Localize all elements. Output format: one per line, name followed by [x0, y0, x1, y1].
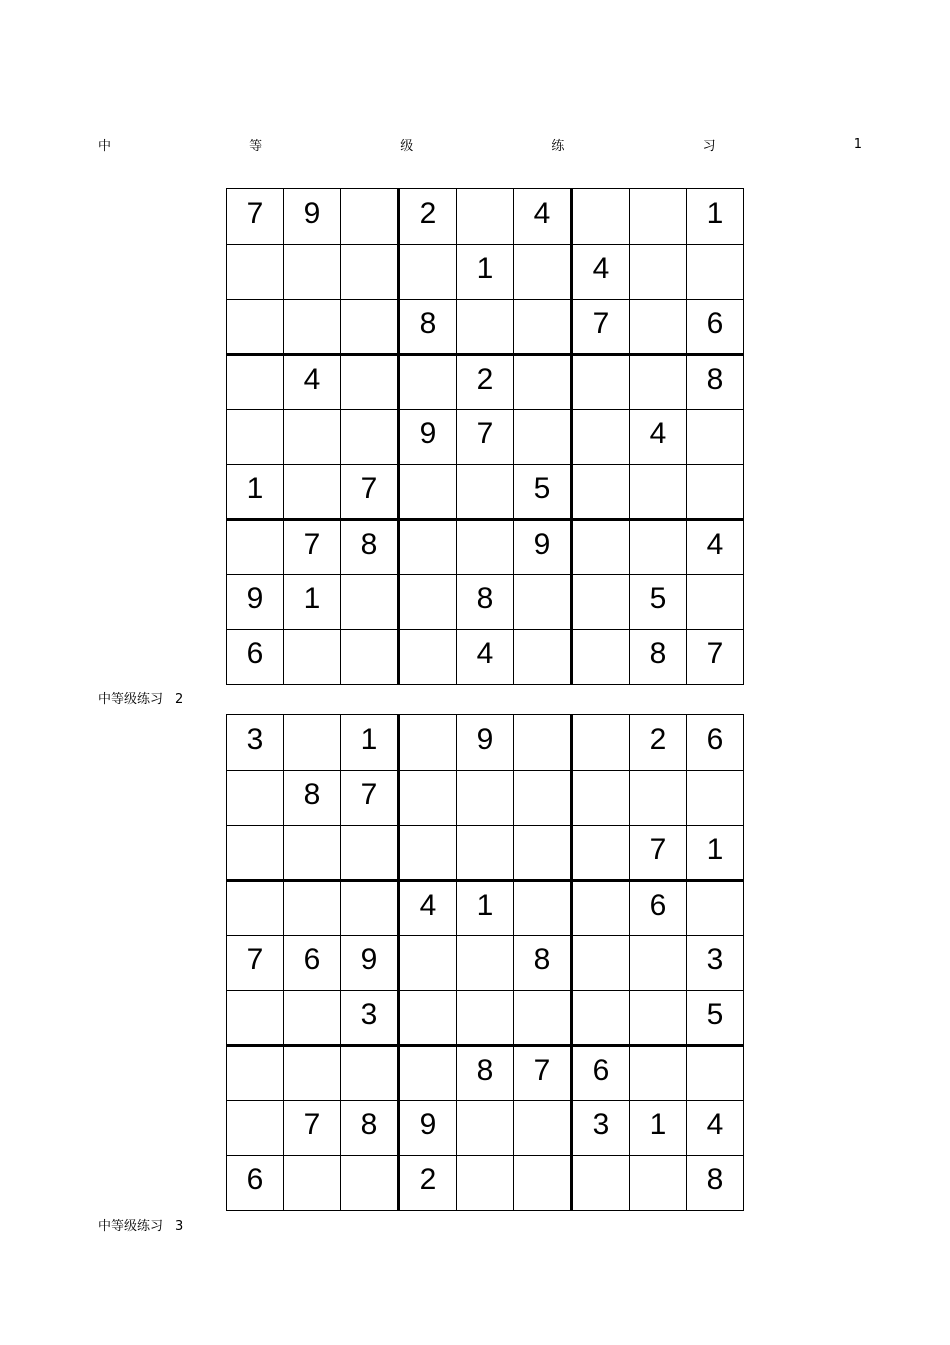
sudoku-cell: [572, 189, 630, 245]
grid-row: [227, 410, 744, 465]
sudoku-cell: [341, 575, 399, 630]
grid-row: [227, 1156, 744, 1211]
cell-digit: 6: [706, 722, 724, 756]
sudoku-cell: [514, 1046, 572, 1101]
cell-digit: 8: [533, 943, 551, 976]
cell-digit: 8: [706, 362, 724, 396]
sudoku-cell: [227, 575, 284, 630]
cell-digit: 4: [419, 888, 437, 922]
sudoku-cell: [284, 355, 341, 410]
sudoku-cell: [572, 575, 630, 630]
cell-digit: 9: [419, 417, 437, 450]
sudoku-cell: [514, 1101, 572, 1156]
cell-digit: 8: [706, 1163, 724, 1196]
heading-number: 3: [175, 1219, 184, 1234]
sudoku-cell: [284, 826, 341, 881]
sudoku-cell: [457, 991, 514, 1046]
sudoku-cell: [399, 1156, 457, 1211]
sudoku-cell: [514, 991, 572, 1046]
cell-digit: 2: [419, 196, 437, 230]
sudoku-cell: [687, 189, 744, 245]
sudoku-cell: [457, 1101, 514, 1156]
cell-digit: 5: [649, 582, 667, 615]
sudoku-cell: [457, 300, 514, 355]
sudoku-cell: [399, 881, 457, 936]
sudoku-cell: [687, 1101, 744, 1156]
grid-row: [227, 936, 744, 991]
sudoku-cell: [341, 1156, 399, 1211]
sudoku-cell: [687, 355, 744, 410]
cell-digit: 1: [706, 196, 724, 230]
cell-digit: 4: [649, 417, 667, 450]
cell-digit: 1: [649, 1108, 667, 1141]
sudoku-cell: [341, 991, 399, 1046]
sudoku-cell: [572, 520, 630, 575]
sudoku-cell: [572, 1101, 630, 1156]
sudoku-cell: [630, 826, 687, 881]
cell-digit: 9: [476, 722, 494, 756]
sudoku-cell: [514, 881, 572, 936]
sudoku-cell: [284, 300, 341, 355]
sudoku-cell: [341, 771, 399, 826]
sudoku-cell: [399, 1101, 457, 1156]
cell-digit: 7: [360, 471, 378, 505]
sudoku-cell: [457, 189, 514, 245]
sudoku-cell: [687, 715, 744, 771]
sudoku-cell: [687, 936, 744, 991]
grid-row: [227, 881, 744, 936]
sudoku-cell: [227, 1101, 284, 1156]
sudoku-cell: [227, 355, 284, 410]
sudoku-cell: [572, 771, 630, 826]
grid-row: [227, 1101, 744, 1156]
sudoku-cell: [514, 715, 572, 771]
sudoku-cell: [514, 189, 572, 245]
sudoku-cell: [687, 410, 744, 465]
cell-digit: 6: [246, 1163, 264, 1196]
sudoku-cell: [227, 465, 284, 520]
sudoku-cell: [399, 355, 457, 410]
sudoku-cell: [341, 410, 399, 465]
sudoku-cell: [341, 715, 399, 771]
heading-number: 2: [175, 692, 184, 707]
cell-digit: 1: [706, 832, 724, 866]
cell-digit: 7: [303, 1108, 321, 1141]
sudoku-cell: [399, 465, 457, 520]
sudoku-cell: [572, 245, 630, 300]
sudoku-cell: [399, 991, 457, 1046]
sudoku-cell: [341, 881, 399, 936]
sudoku-cell: [630, 245, 687, 300]
sudoku-cell: [284, 881, 341, 936]
sudoku-cell: [630, 575, 687, 630]
cell-digit: 8: [649, 637, 667, 670]
sudoku-cell: [514, 410, 572, 465]
sudoku-cell: [687, 1156, 744, 1211]
cell-digit: 9: [533, 527, 551, 561]
cell-digit: 3: [706, 943, 724, 976]
sudoku-cell: [227, 991, 284, 1046]
sudoku-cell: [687, 465, 744, 520]
grid-row: [227, 300, 744, 355]
sudoku-cell: [341, 355, 399, 410]
sudoku-cell: [630, 1101, 687, 1156]
sudoku-cell: [514, 465, 572, 520]
heading-label: 中等级练习: [98, 1219, 164, 1234]
cell-digit: 5: [706, 997, 724, 1031]
sudoku-cell: [687, 771, 744, 826]
grid-row: [227, 575, 744, 630]
sudoku-cell: [227, 189, 284, 245]
cell-digit: 8: [476, 1053, 494, 1087]
sudoku-grid-2: [226, 714, 744, 1211]
sudoku-cell: [687, 630, 744, 685]
sudoku-cell: [341, 826, 399, 881]
sudoku-cell: [457, 771, 514, 826]
sudoku-cell: [457, 826, 514, 881]
cell-digit: 4: [706, 527, 724, 561]
grid-row: [227, 355, 744, 410]
sudoku-cell: [399, 771, 457, 826]
sudoku-cell: [514, 826, 572, 881]
cell-digit: 6: [303, 943, 321, 976]
exercise-2-heading: [98, 691, 183, 709]
sudoku-cell: [572, 300, 630, 355]
cell-digit: 8: [419, 306, 437, 340]
sudoku-cell: [284, 245, 341, 300]
cell-digit: 4: [533, 196, 551, 230]
sudoku-cell: [399, 300, 457, 355]
sudoku-cell: [572, 1156, 630, 1211]
sudoku-cell: [457, 465, 514, 520]
sudoku-cell: [687, 991, 744, 1046]
cell-digit: 8: [360, 1108, 378, 1141]
sudoku-cell: [514, 520, 572, 575]
cell-digit: 7: [303, 527, 321, 561]
sudoku-cell: [284, 771, 341, 826]
sudoku-cell: [399, 826, 457, 881]
sudoku-cell: [227, 410, 284, 465]
cell-digit: 7: [246, 196, 264, 230]
cell-digit: 1: [246, 471, 264, 505]
grid-row: [227, 991, 744, 1046]
cell-digit: 1: [360, 722, 378, 756]
sudoku-cell: [457, 245, 514, 300]
sudoku-cell: [227, 630, 284, 685]
sudoku-cell: [284, 715, 341, 771]
sudoku-cell: [514, 771, 572, 826]
sudoku-cell: [457, 355, 514, 410]
sudoku-cell: [341, 465, 399, 520]
sudoku-cell: [572, 826, 630, 881]
sudoku-cell: [284, 991, 341, 1046]
sudoku-cell: [457, 410, 514, 465]
cell-digit: 9: [303, 196, 321, 230]
sudoku-cell: [457, 881, 514, 936]
sudoku-cell: [457, 520, 514, 575]
sudoku-cell: [284, 1156, 341, 1211]
cell-digit: 2: [476, 362, 494, 396]
cell-digit: 6: [592, 1053, 610, 1087]
sudoku-cell: [284, 465, 341, 520]
sudoku-cell: [284, 520, 341, 575]
sudoku-cell: [630, 300, 687, 355]
sudoku-cell: [514, 355, 572, 410]
sudoku-cell: [341, 300, 399, 355]
sudoku-cell: [630, 410, 687, 465]
sudoku-cell: [630, 881, 687, 936]
heading-char: 练: [551, 138, 565, 154]
sudoku-cell: [687, 826, 744, 881]
sudoku-cell: [227, 245, 284, 300]
sudoku-cell: [514, 1156, 572, 1211]
cell-digit: 3: [246, 722, 264, 756]
cell-digit: 6: [246, 637, 264, 670]
sudoku-cell: [457, 1046, 514, 1101]
sudoku-cell: [630, 715, 687, 771]
sudoku-cell: [630, 1046, 687, 1101]
sudoku-cell: [457, 630, 514, 685]
heading-number: 1: [853, 136, 862, 152]
sudoku-cell: [630, 1156, 687, 1211]
sudoku-cell: [687, 1046, 744, 1101]
cell-digit: 2: [649, 722, 667, 756]
cell-digit: 9: [246, 582, 264, 615]
sudoku-cell: [630, 465, 687, 520]
exercise-3-heading: [98, 1218, 183, 1236]
cell-digit: 7: [533, 1053, 551, 1087]
sudoku-cell: [341, 1046, 399, 1101]
grid-row: [227, 520, 744, 575]
cell-digit: 1: [476, 888, 494, 922]
sudoku-cell: [572, 630, 630, 685]
sudoku-cell: [687, 520, 744, 575]
sudoku-cell: [227, 300, 284, 355]
sudoku-cell: [341, 189, 399, 245]
sudoku-cell: [227, 520, 284, 575]
cell-digit: 5: [533, 471, 551, 505]
grid-row: [227, 826, 744, 881]
cell-digit: 2: [419, 1163, 437, 1196]
sudoku-cell: [514, 575, 572, 630]
cell-digit: 9: [419, 1108, 437, 1141]
cell-digit: 8: [476, 582, 494, 615]
heading-char: 等: [249, 138, 263, 154]
cell-digit: 4: [476, 637, 494, 670]
sudoku-cell: [457, 575, 514, 630]
sudoku-cell: [227, 936, 284, 991]
grid-row: [227, 771, 744, 826]
cell-digit: 6: [706, 306, 724, 340]
sudoku-cell: [457, 715, 514, 771]
cell-digit: 4: [592, 252, 610, 285]
sudoku-cell: [572, 715, 630, 771]
sudoku-cell: [630, 771, 687, 826]
heading-char: 级: [400, 138, 414, 154]
cell-digit: 3: [360, 997, 378, 1031]
cell-digit: 1: [476, 252, 494, 285]
grid-row: [227, 1046, 744, 1101]
sudoku-cell: [630, 936, 687, 991]
sudoku-cell: [399, 245, 457, 300]
heading-char: 习: [702, 138, 716, 154]
sudoku-cell: [341, 630, 399, 685]
sudoku-cell: [399, 936, 457, 991]
sudoku-cell: [630, 630, 687, 685]
sudoku-cell: [284, 575, 341, 630]
cell-digit: 7: [246, 943, 264, 976]
cell-digit: 7: [649, 832, 667, 866]
sudoku-cell: [687, 881, 744, 936]
grid-row: [227, 465, 744, 520]
cell-digit: 9: [360, 943, 378, 976]
sudoku-cell: [514, 300, 572, 355]
sudoku-cell: [630, 991, 687, 1046]
sudoku-cell: [687, 300, 744, 355]
sudoku-cell: [284, 1101, 341, 1156]
sudoku-cell: [572, 991, 630, 1046]
grid-row: [227, 189, 744, 245]
sudoku-cell: [572, 410, 630, 465]
sudoku-cell: [572, 355, 630, 410]
heading-label: 中等级练习: [98, 692, 164, 707]
sudoku-grid-1: [226, 188, 744, 685]
sudoku-cell: [457, 936, 514, 991]
sudoku-cell: [341, 936, 399, 991]
sudoku-cell: [227, 715, 284, 771]
sudoku-cell: [284, 1046, 341, 1101]
sudoku-cell: [399, 715, 457, 771]
sudoku-cell: [630, 355, 687, 410]
heading-char: 中: [98, 138, 112, 154]
sudoku-cell: [227, 1046, 284, 1101]
sudoku-cell: [399, 189, 457, 245]
sudoku-cell: [341, 520, 399, 575]
sudoku-cell: [572, 936, 630, 991]
sudoku-cell: [227, 881, 284, 936]
cell-digit: 8: [360, 527, 378, 561]
sudoku-cell: [341, 245, 399, 300]
cell-digit: 6: [649, 888, 667, 922]
cell-digit: 4: [303, 362, 321, 396]
grid-row: [227, 245, 744, 300]
sudoku-cell: [399, 520, 457, 575]
cell-digit: 3: [592, 1108, 610, 1141]
cell-digit: 7: [706, 637, 724, 670]
sudoku-cell: [284, 936, 341, 991]
sudoku-cell: [341, 1101, 399, 1156]
cell-digit: 1: [303, 582, 321, 615]
sudoku-cell: [630, 520, 687, 575]
exercise-1-heading: [98, 135, 862, 153]
cell-digit: 4: [706, 1108, 724, 1141]
sudoku-cell: [399, 575, 457, 630]
sudoku-cell: [572, 465, 630, 520]
cell-digit: 7: [592, 306, 610, 340]
sudoku-cell: [227, 1156, 284, 1211]
sudoku-cell: [399, 410, 457, 465]
sudoku-cell: [457, 1156, 514, 1211]
sudoku-cell: [572, 881, 630, 936]
sudoku-cell: [284, 410, 341, 465]
grid-row: [227, 715, 744, 771]
cell-digit: 8: [303, 778, 321, 811]
sudoku-cell: [514, 630, 572, 685]
sudoku-cell: [399, 1046, 457, 1101]
sudoku-cell: [227, 771, 284, 826]
sudoku-cell: [284, 630, 341, 685]
sudoku-cell: [227, 826, 284, 881]
sudoku-cell: [687, 245, 744, 300]
sudoku-cell: [514, 245, 572, 300]
cell-digit: 7: [360, 778, 378, 811]
sudoku-cell: [572, 1046, 630, 1101]
sudoku-cell: [399, 630, 457, 685]
sudoku-cell: [514, 936, 572, 991]
sudoku-cell: [284, 189, 341, 245]
cell-digit: 7: [476, 417, 494, 450]
sudoku-cell: [630, 189, 687, 245]
sudoku-cell: [687, 575, 744, 630]
grid-row: [227, 630, 744, 685]
